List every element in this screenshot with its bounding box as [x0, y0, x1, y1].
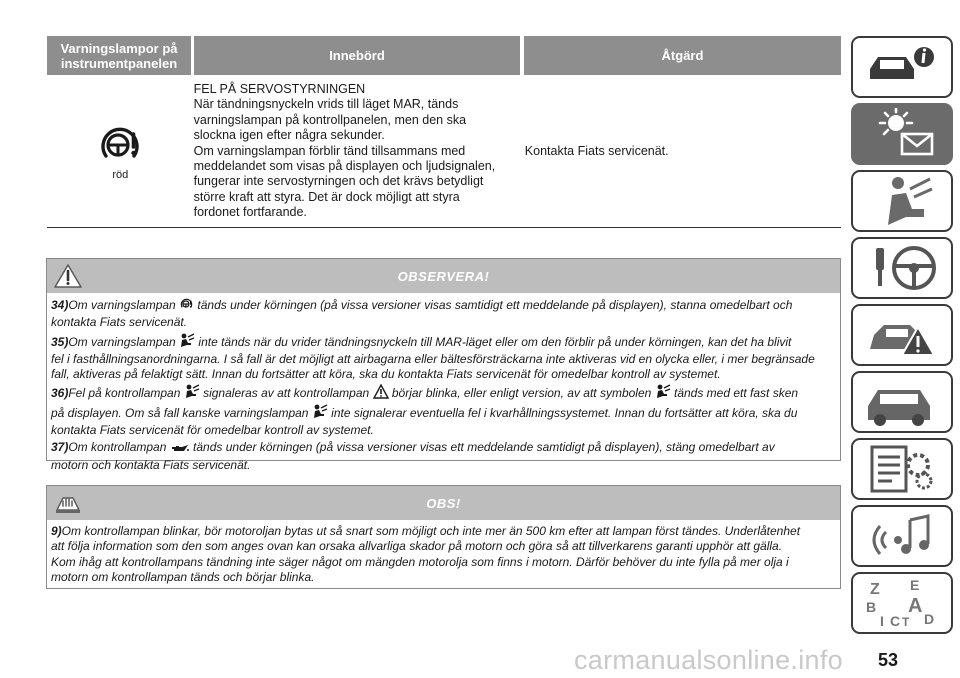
note-paragraph [51, 384, 836, 438]
warning-triangle-icon [53, 263, 83, 289]
index-letter-b: B [866, 599, 877, 615]
note-line [51, 404, 836, 423]
warning-lights-icon [862, 108, 942, 160]
airbag-icon [655, 384, 671, 403]
index-letter-a: A [908, 595, 923, 617]
meaning-line: varningslampan på kontrollpanelen, men den ska [193, 112, 467, 127]
hand-notice-icon [53, 490, 83, 516]
note-text: Om kontrollampan [68, 440, 170, 455]
note-text: på displayen. Om så fall kanske varningslampan [51, 405, 312, 420]
table-row [47, 75, 841, 228]
tab-index[interactable] [851, 572, 953, 634]
page-number: 53 [878, 650, 899, 670]
emergency-icon [862, 309, 942, 361]
tab-multimedia[interactable] [851, 505, 953, 567]
note-text: tänds under körningen (på vissa versioner visas ett meddelande samtidigt på displayen), stäng omedelbart av [189, 440, 775, 455]
warning-lamp-table [47, 36, 841, 228]
note-paragraph [51, 440, 836, 473]
note-line [51, 423, 836, 438]
index-letter-z: Z [870, 581, 880, 598]
note-text: kontakta Fiats servicenät för omedelbar kontroll av systemet. [51, 423, 374, 438]
airbag-icon [179, 333, 195, 352]
note-text: Om varningslampan [68, 334, 180, 349]
meaning-line: större kraft att styra. Det är dock möjligt att styra [193, 189, 460, 204]
tab-steering-start[interactable] [851, 237, 953, 299]
note-paragraph [51, 297, 836, 331]
tab-emergency[interactable] [851, 304, 953, 366]
note-paragraph [51, 524, 836, 585]
header-action: Åtgärd [524, 36, 841, 75]
header-lamps: Varningslampor på instrumentpanelen [47, 36, 191, 75]
note-text: fall, aktiveras på felaktigt sätt. Innan du fortsätter att köra, ska du kontakta Fiats servicenät för omedelbar kontroll av systemet. [51, 367, 721, 382]
lamp-cell [47, 75, 194, 227]
note-text: inte signalerar eventuella fel i kvarhållningssystemet. Innan du fortsätter att köra, ska du [327, 405, 798, 420]
note-text: Fel på kontrollampan [68, 386, 184, 401]
note-line [51, 367, 836, 382]
note-text: inte tänds när du vrider tändningsnyckeln till MAR-läget eller om den förblir på under körningen, kan det ha blivit [195, 334, 792, 349]
note-paragraph [51, 333, 836, 383]
obs-title: OBS! [426, 495, 461, 511]
meaning-line: FEL PÅ SERVOSTYRNINGEN [193, 82, 366, 96]
action-cell: Kontakta Fiats servicenät. [524, 144, 669, 158]
obs-header [47, 486, 840, 520]
note-number: 37) [51, 440, 69, 455]
note-text: fel i fasthållningsanordningarna. I så fall är det möjligt att airbagarna eller bältesförsträckarna inte aktiveras vid en olycka eller, i mer begränsade [51, 351, 815, 366]
note-text: Om varningslampan [68, 298, 180, 312]
warning-triangle-icon [373, 384, 389, 403]
note-line [51, 352, 836, 367]
note-number: 34) [51, 298, 69, 312]
note-number: 36) [51, 386, 69, 401]
obs-box [46, 485, 841, 589]
note-text: att följa information som den som anges ovan kan orsaka allvarliga skador på motorn och göra så att tillverkarens garanti upphör att gälla. [51, 539, 783, 554]
car-maintenance-icon [862, 376, 942, 428]
note-line [51, 458, 836, 473]
note-line [51, 555, 836, 570]
note-text: tänds med ett fast sken [670, 386, 799, 401]
watermark: carmanualsonline.info [574, 645, 843, 675]
steering-start-icon [862, 242, 942, 294]
meaning-line: slockna igen efter några sekunder. [193, 128, 385, 143]
note-line [51, 297, 836, 315]
meaning-line: Om varningslampan förblir tänd tillsammans med [193, 143, 466, 158]
meaning-line: meddelandet som visas på displayen och ljudsignalen, [193, 159, 496, 174]
index-letter-t: T [902, 615, 910, 629]
index-letter-c: C [890, 613, 901, 629]
note-text: tänds under körningen (på vissa versioner visas samtidigt ett meddelande på displayen), stanna omedelbart och [194, 298, 793, 312]
index-letter-d: D [924, 611, 935, 627]
table-header [47, 36, 841, 75]
note-number: 9) [51, 524, 62, 538]
observera-body [47, 293, 840, 479]
index-letter-e: E [910, 577, 920, 593]
airbag-icon [184, 384, 200, 403]
index-letter-i: I [880, 613, 884, 629]
note-text: kontakta Fiats servicenät. [51, 315, 188, 330]
tab-technical-data[interactable] [851, 438, 953, 500]
note-text: signaleras av att kontrollampan [199, 386, 373, 401]
note-line [51, 524, 836, 539]
note-line [51, 384, 836, 403]
note-line [51, 333, 836, 352]
tab-car-maintenance[interactable] [851, 371, 953, 433]
note-number: 35) [51, 334, 69, 349]
note-line [51, 570, 836, 585]
tab-warning-lights[interactable] [851, 103, 953, 165]
meaning-line: När tändningsnyckeln vrids till läget MAR, tänds [193, 97, 459, 112]
observera-box [46, 258, 841, 472]
seat-safety-icon [862, 175, 942, 227]
meaning-cell [194, 75, 523, 227]
index-icon [862, 576, 942, 630]
observera-title: OBSERVERA! [397, 268, 490, 284]
note-text: Om kontrollampan blinkar, bör motoroljan bytas ut så snart som möjligt och inte mer än 500 km efter att lampan först tändes. Underlåtenhet [61, 524, 801, 538]
note-text: motorn om kontrollampan tänds och börjar blinka. [51, 569, 315, 584]
multimedia-icon [862, 510, 942, 562]
power-steering-icon [179, 297, 194, 315]
power-steering-warning-icon [97, 122, 143, 168]
meaning-line: fungerar inte servostyrningen och det krävs betydligt [193, 174, 484, 189]
meaning-line: fordonet fortfarande. [193, 205, 307, 220]
obs-body [47, 520, 840, 591]
header-meaning: Innebörd [194, 36, 520, 75]
technical-data-icon [862, 443, 942, 495]
lamp-color-label: röd [112, 168, 129, 181]
note-line [51, 440, 836, 457]
observera-header [47, 259, 840, 293]
note-text: motorn och kontakta Fiats servicenät. [51, 457, 251, 472]
note-line [51, 539, 836, 554]
tab-seat-safety[interactable] [851, 170, 953, 232]
oil-can-icon [170, 442, 190, 457]
note-text: Kom ihåg att kontrollampans tändning inte säger något om mängden motorolja som finns i motorn. Därför behöver du inte fylla på mer olja i [51, 554, 789, 569]
note-line [51, 315, 836, 330]
tab-car-info[interactable] [851, 36, 953, 98]
note-text: börjar blinka, eller enligt version, av att symbolen [388, 386, 655, 401]
car-info-icon [862, 43, 942, 91]
airbag-icon [312, 404, 328, 423]
